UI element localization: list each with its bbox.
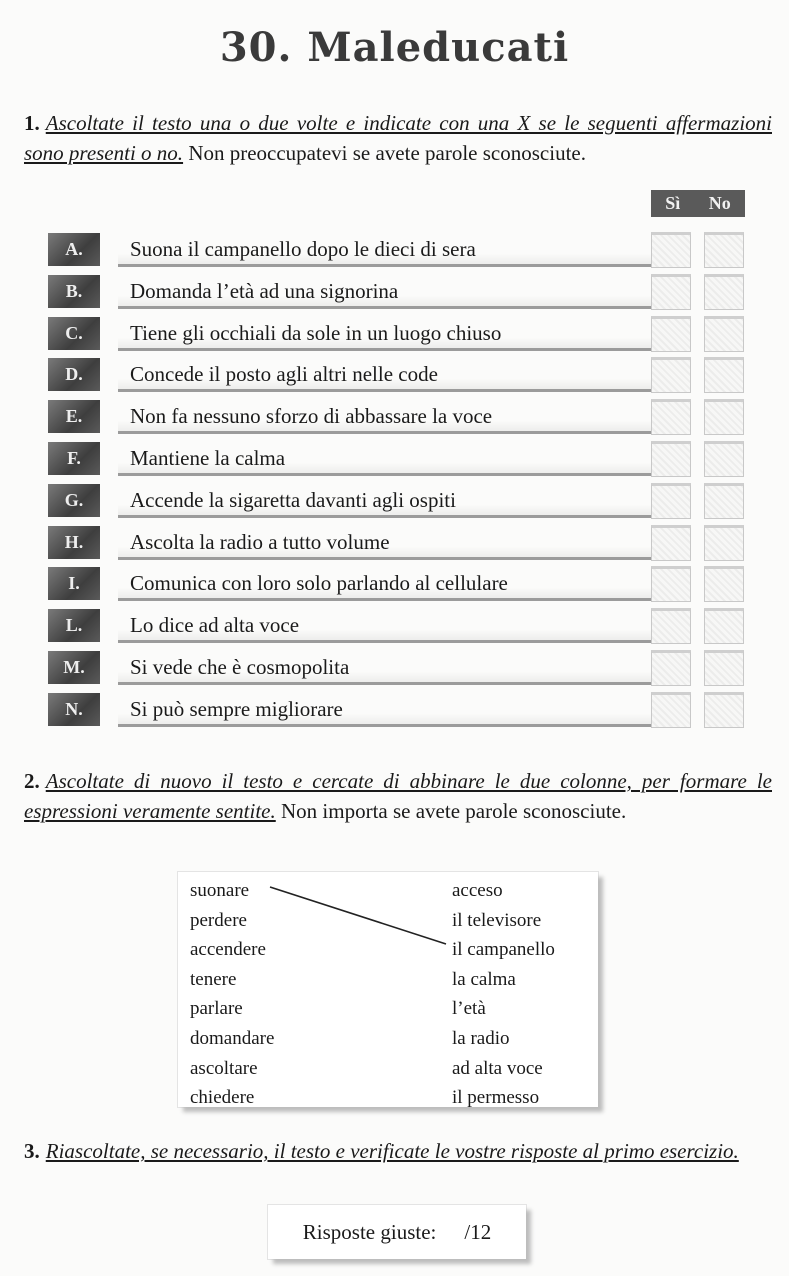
statement-letter: B. [48, 275, 100, 308]
match-left-item[interactable]: tenere [190, 968, 237, 990]
statement-text: Domanda l’età ad una signorina [118, 271, 658, 309]
si-checkbox[interactable] [651, 566, 691, 602]
match-right-item[interactable]: la calma [452, 968, 516, 990]
score-label: Risposte giuste: [302, 1219, 437, 1244]
statement-letter: A. [48, 233, 100, 266]
statement-row [48, 271, 748, 313]
statement-letter: N. [48, 693, 100, 726]
no-checkbox[interactable] [704, 608, 744, 644]
exercise-number: 2. [24, 769, 40, 793]
match-left-item[interactable]: chiedere [190, 1087, 255, 1109]
no-checkbox[interactable] [704, 650, 744, 686]
exercise-instruction: Riascoltate, se necessario, il testo e verificate le vostre risposte al primo esercizio. [45, 1139, 739, 1163]
exercise-instruction: Ascoltate il testo una o due volte e indicate con una X se le seguenti affermazioni sono presenti o no. [24, 111, 772, 165]
statement-letter: H. [48, 526, 100, 559]
column-si-label: Sì [665, 193, 681, 213]
statement-letter: G. [48, 484, 100, 517]
match-left-item[interactable]: parlare [190, 998, 243, 1020]
match-right-item[interactable]: ad alta voce [452, 1057, 543, 1079]
example-match-line [178, 876, 608, 976]
statement-text: Ascolta la radio a tutto volume [118, 522, 658, 560]
statement-letter: E. [48, 400, 100, 433]
statement-text: Concede il posto agli altri nelle code [118, 354, 658, 392]
si-checkbox[interactable] [651, 692, 691, 728]
match-right-item[interactable]: il televisore [452, 909, 542, 931]
match-right-item[interactable]: la radio [452, 1027, 510, 1049]
exercise-1-instructions [24, 108, 772, 168]
no-checkbox[interactable] [704, 357, 744, 393]
statement-row [48, 354, 748, 396]
match-left-item[interactable]: domandare [190, 1027, 275, 1049]
si-checkbox[interactable] [651, 650, 691, 686]
exercise-instruction: Ascoltate di nuovo il testo e cercate di abbinare le due colonne, per formare le espressioni veramente sentite. [24, 769, 772, 823]
si-checkbox[interactable] [651, 316, 691, 352]
no-checkbox[interactable] [704, 441, 744, 477]
statement-letter: D. [48, 358, 100, 391]
match-left-item[interactable]: accendere [190, 939, 266, 961]
no-checkbox[interactable] [704, 316, 744, 352]
exercise-note: Non preoccupatevi se avete parole sconosciute. [188, 141, 586, 165]
statement-text: Suona il campanello dopo le dieci di sera [118, 229, 658, 267]
no-checkbox[interactable] [704, 692, 744, 728]
exercise-number: 3. [24, 1139, 40, 1163]
statement-list [48, 229, 748, 731]
si-checkbox[interactable] [651, 608, 691, 644]
page-title: 30. Maleducati [219, 24, 570, 71]
statement-text: Si vede che è cosmopolita [118, 647, 658, 685]
match-left-item[interactable]: suonare [190, 880, 250, 901]
exercise-2-instructions [24, 766, 772, 826]
match-right-item[interactable]: l’età [452, 998, 486, 1020]
exercise-3-instructions [24, 1136, 772, 1166]
match-right-item[interactable]: acceso [452, 880, 503, 901]
statement-row [48, 689, 748, 731]
no-checkbox[interactable] [704, 566, 744, 602]
column-no-label: No [708, 193, 731, 213]
statement-text: Tiene gli occhiali da sole in un luogo chiuso [118, 313, 658, 351]
statement-letter: C. [48, 317, 100, 350]
no-checkbox[interactable] [704, 483, 744, 519]
statement-row [48, 313, 748, 355]
statement-letter: L. [48, 609, 100, 642]
statement-row [48, 647, 748, 689]
si-no-header [651, 190, 745, 217]
statement-text: Mantiene la calma [118, 438, 658, 476]
statement-letter: F. [48, 442, 100, 475]
statement-row [48, 522, 748, 564]
match-left-item[interactable]: perdere [190, 909, 247, 931]
si-checkbox[interactable] [651, 232, 691, 268]
no-checkbox[interactable] [704, 232, 744, 268]
match-right-item[interactable]: il campanello [452, 939, 555, 961]
statement-row [48, 480, 748, 522]
match-right-item[interactable]: il permesso [452, 1087, 540, 1109]
exercise-note: Non importa se avete parole sconosciute. [281, 799, 627, 823]
match-left-item[interactable]: ascoltare [190, 1057, 258, 1079]
statement-text: Accende la sigaretta davanti agli ospiti [118, 480, 658, 518]
statement-letter: I. [48, 567, 100, 600]
statement-row [48, 229, 748, 271]
statement-letter: M. [48, 651, 100, 684]
statement-text: Si può sempre migliorare [118, 689, 658, 727]
si-checkbox[interactable] [651, 399, 691, 435]
si-checkbox[interactable] [651, 357, 691, 393]
score-total: /12 [464, 1219, 492, 1244]
no-checkbox[interactable] [704, 525, 744, 561]
statement-text: Non fa nessuno sforzo di abbassare la voce [118, 396, 658, 434]
statement-row [48, 605, 748, 647]
si-checkbox[interactable] [651, 274, 691, 310]
si-checkbox[interactable] [651, 525, 691, 561]
statement-text: Comunica con loro solo parlando al cellulare [118, 563, 658, 601]
no-checkbox[interactable] [704, 274, 744, 310]
exercise-number: 1. [24, 111, 40, 135]
statement-row [48, 438, 748, 480]
statement-row [48, 396, 748, 438]
si-checkbox[interactable] [651, 441, 691, 477]
no-checkbox[interactable] [704, 399, 744, 435]
statement-text: Lo dice ad alta voce [118, 605, 658, 643]
si-checkbox[interactable] [651, 483, 691, 519]
score-box [268, 1205, 526, 1259]
statement-row [48, 563, 748, 605]
